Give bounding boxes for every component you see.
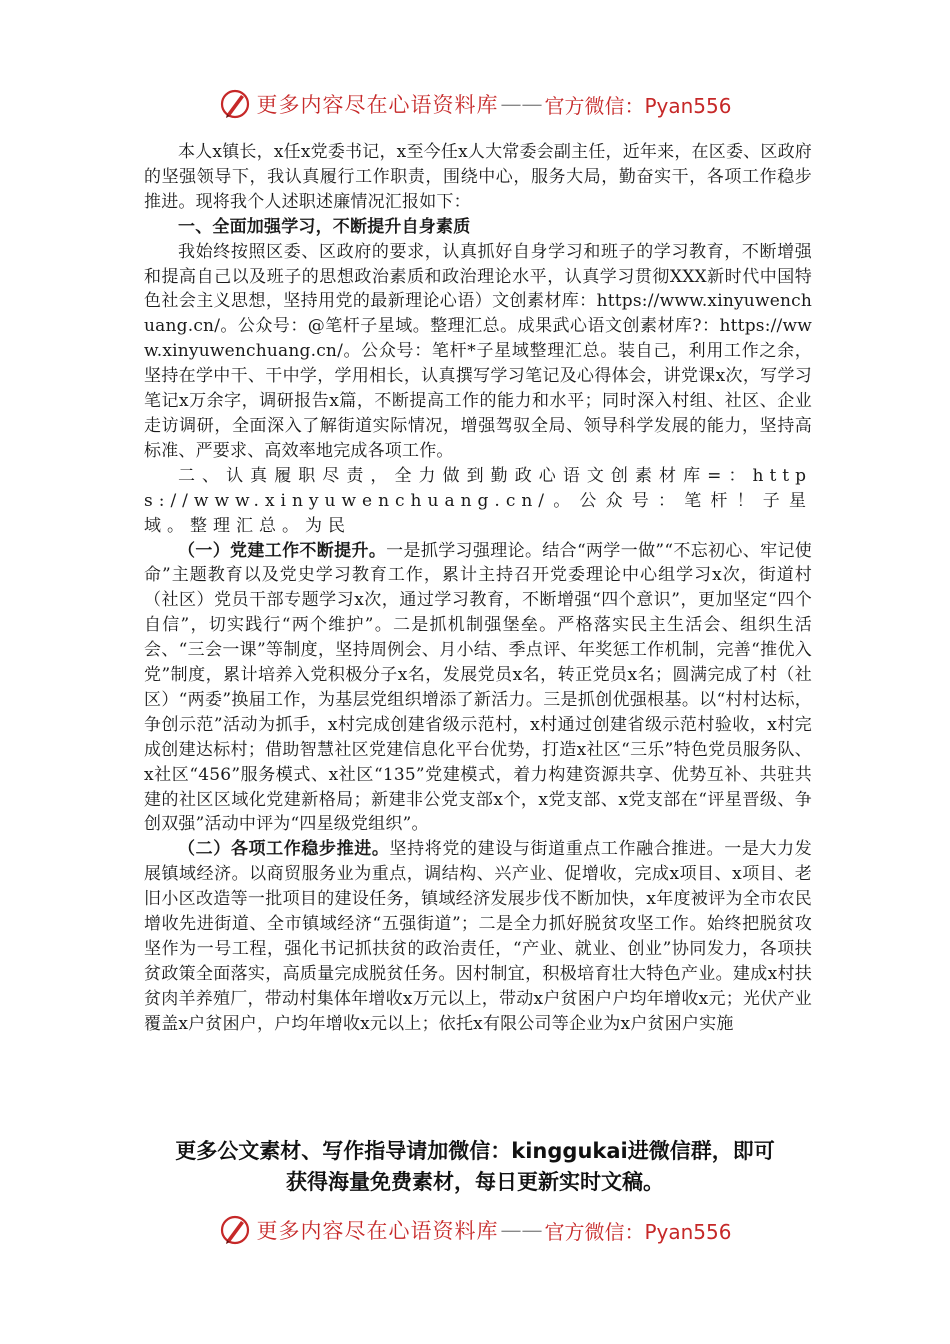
section-heading-2: 二、认真履职尽责，全力做到勤政心语文创素材库=：https://www.xinyuwenchuang.cn/。公众号：笔杆！子星域。整理汇总。为民	[144, 465, 812, 536]
subsection-1-paragraph	[144, 539, 812, 838]
promo-line-2: 获得海量免费素材，每日更新实时文稿。	[286, 1170, 664, 1194]
banner-text: 更多内容尽在心语资料库	[256, 93, 499, 117]
banner-contact: 官方微信：Pyan556	[544, 93, 732, 118]
banner-contact: 官方微信：Pyan556	[544, 1219, 732, 1244]
section-heading-1: 一、全面加强学习，不断提升自身素质	[178, 216, 471, 237]
intro-paragraph: 本人x镇长，x任x党委书记，x至今任x人大常委会副主任，近年来，在区委、区政府的坚强领导下，我认真履行工作职责，围绕中心，服务大局，勤奋实干，各项工作稳步推进。现将我个人述职述廉情况汇报如下：	[144, 142, 812, 212]
subsection-1-body: 一是抓学习强理论。结合“两学一做”“不忘初心、牢记使命”主题教育以及党史学习教育工作，累计主持召开党委理论中心组学习x次，街道村（社区）党员干部专题学习x次，通过学习教育，不断增强“四个意识”，更加坚定“四个自信”，切实践行“两个维护”。二是抓机制强堡垒。严格落实民主生活会、组织生活会、“三会一课”等制度，坚持周例会、月小结、季点评、年奖惩工作机制，完善“推优入党”制度，累计培养入党积极分子x名，发展党员x名，转正党员x名；圆满完成了村（社区）“两委”换届工作，为基层党组织增添了新活力。三是抓创优强根基。以“村村达标，争创示范”活动为抓手，x村完成创建省级示范村，x村通过创建省级示范村验收，x村完成创建达标村；借助智慧社区党建信息化平台优势，打造x社区“三乐”特色党员服务队、x社区“456”服务模式、x社区“135”党建模式，着力构建资源共享、优势互补、共驻共建的社区区域化党建新格局；新建非公党支部x个，x党支部、x党支部在“评星晋级、争创双强”活动中评为“四星级党组织”。	[144, 540, 812, 835]
promo-note	[0, 1136, 950, 1198]
banner-separator: ——	[500, 92, 543, 116]
subsection-2-body: 坚持将党的建设与街道重点工作融合推进。一是大力发展镇域经济。以商贸服务业为重点，调结构、兴产业、促增收，完成x项目、x项目、老旧小区改造等一批项目的建设任务，镇域经济发展步伐不断加快，x年度被评为全市农民增收先进街道、全市镇域经济“五强街道”；二是全力抓好脱贫攻坚工作。始终把脱贫攻坚作为一号工程，强化书记抓扶贫的政治责任，“产业、就业、创业”协同发力，各项扶贫政策全面落实，高质量完成脱贫任务。因村制宜，积极培育壮大特色产业。建成x村扶贫肉羊养殖厂，带动村集体年增收x万元以上，带动x户贫困户户均年增收x元；光伏产业覆盖x户贫困户，户均年增收x元以上；依托x有限公司等企业为x户贫困户实施	[144, 839, 812, 1034]
promo-line-1: 更多公文素材、写作指导请加微信：kinggukai进微信群，即可	[175, 1139, 775, 1163]
subsection-2-paragraph	[144, 837, 812, 1036]
pen-logo-icon	[218, 1213, 252, 1247]
banner-text: 更多内容尽在心语资料库	[256, 1219, 499, 1243]
banner-separator: ——	[500, 1218, 543, 1242]
section-1-paragraph: 我始终按照区委、区政府的要求，认真抓好自身学习和班子的学习教育，不断增强和提高自己以及班子的思想政治素质和政治理论水平，认真学习贯彻XXX新时代中国特色社会主义思想，坚持用党的最新理论心语）文创素材库：https://www.xinyuwenchuang.cn/。公众号：@笔杆子星域。整理汇总。成果武心语文创素材库?：https://www.xinyuwenchuang.cn/。公众号：笔杆*子星域整理汇总。装自己，利用工作之余，坚持在学中干、干中学，学用相长，认真撰写学习笔记及心得体会，讲党课x次，写学习笔记x万余字，调研报告x篇，不断提高工作的能力和水平；同时深入村组、社区、企业走访调研，全面深入了解街道实际情况，增强驾驭全局、领导科学发展的能力，坚持高标准、严要求、高效率地完成各项工作。	[144, 241, 812, 461]
header-banner	[0, 84, 950, 124]
subsection-2-title: （二）各项工作稳步推进。	[178, 839, 390, 860]
subsection-1-title: （一）党建工作不断提升。	[178, 540, 387, 561]
document-body	[144, 140, 812, 1037]
pen-logo-icon	[218, 87, 252, 121]
footer-banner	[0, 1210, 950, 1250]
